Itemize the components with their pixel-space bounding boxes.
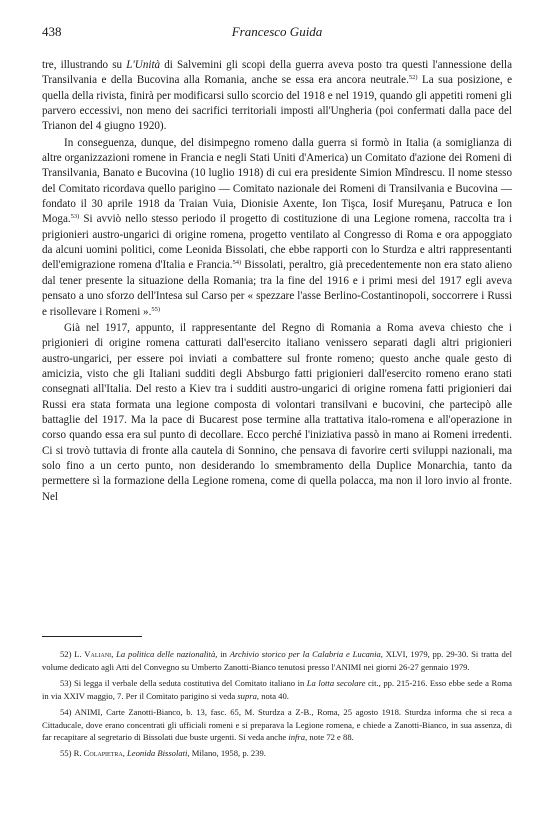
text-run: In conseguenza, dunque, del disimpegno romeno dalla guerra si formò in Italia (a somiglianza di altre organizzazioni romene in Francia e negli Stati Uniti d'America) un Comitato d'azione dei Romeni di Transilvania, Banato e Bucovina (10 luglio 1918) di cui era presidente Simion Mîndrescu. Il nome stesso del Comitato ricordava quello parigino — Comitato nazionale dei Romeni di Transilvania e Bucovina — fondato il 30 aprile 1918 da Traian Vuia, Dionisie Axente, Ion Tişca, Iosif Mureşanu, Patruca e Ion Moga. <box>42 136 512 226</box>
footnote-ref: 52) <box>408 74 418 82</box>
paragraph <box>42 58 512 135</box>
text-run: Si avviò nello stesso periodo il progetto di costituzione di una Legione romena, raccolta tra i prigionieri austro-ungarici di origine romena, progetto ventilato al Congresso di Roma e ora appoggiato da alcuni uomini politici, come Leonida Bissolati, che ebbe rapporti con lo Sturdza e altri rappresentanti dell'emigrazione romena d'Italia e Francia. <box>42 213 512 272</box>
page-header <box>42 24 512 42</box>
footnote <box>42 706 512 745</box>
footnote-ref: 53) <box>70 213 80 221</box>
footnote <box>42 677 512 703</box>
text-run: , <box>122 748 128 759</box>
main-text <box>42 58 512 505</box>
footnote <box>42 747 512 760</box>
text-run: di Salvemini gli scopi della guerra aveva posto tra questi l'annessione della Transilvania e della Bucovina alla Romania, anche se essa era ancora neutrale. <box>42 59 512 87</box>
text-run: Già nel 1917, appunto, il rappresentante del Regno di Romania a Roma aveva chiesto che i prigionieri di origine romena catturati dall'esercito italiano venissero separati dagli altri prigionieri austro-ungarici, per essere poi inviati a combattere sul fronte romeno; questo anche quale gesto di amicizia, visto che gli Italiani sudditi degli Absburgo fatti prigionieri dall'esercito romeno erano stati consegnati all'Italia. Del resto a Kiev tra i sudditi austro-ungarici di origine romena fatti prigionieri dai Russi era stata formata una legione composta di volontari transilvani e bucovini, che partecipò alle battaglie del 1917. Ma la pace di Bucarest pose termine alla trattativa italo-romena e all'operazione in corso quando essa era sul punto di decollare. Ecco perché l'iniziativa passò in mano ai Romeni irredenti. Ci si trovò tuttavia di fronte alla cautela di Sonnino, che pensava di favorire certi sviluppi nazionali, ma solo fino a un certo punto, non desiderando lo smembramento della Duplice Monarchia, tanto da permettere sì la formazione della Legione romena, come di quella polacca, ma non il loro invio al fronte. Nel <box>42 321 512 503</box>
text-run: , nota 40. <box>256 690 289 701</box>
page-number: 438 <box>42 24 62 39</box>
text-run: L. Valiani <box>74 649 112 659</box>
text-run: cit., pp. 215-216. Esso ebbe sede a Roma in via XXIV maggio, 7. Per il Comitato parigino si veda <box>42 677 512 701</box>
text-run: , in <box>215 649 230 659</box>
footnote-divider <box>42 636 142 637</box>
footnote-ref: 54) <box>232 259 242 267</box>
text-run: La sua posizione, e quella della rivista, finirà per modificarsi sullo scorcio del 1918 e nel 1919, quando gli appetiti romeni gli parvero eccessivi, non meno dei sacrifici territoriali imposti all'Ungheria (poi confermati dalla pace del Trianon del 4 giugno 1920). <box>42 74 513 133</box>
text-run: Bissolati, peraltro, già precedentemente non era stato alieno dal tener presente la situazione della Romania; tra la fine del 1916 e i primi mesi del 1917 egli aveva pensato a uno sforzo dell'Intesa sul Carso per « spezzare l'asse Berlino-Costantinopoli, soccorrere i Russi e risollevare i Romeni ». <box>42 259 512 318</box>
text-run: 53) Si legga il verbale della seduta costitutiva del Comitato italiano in <box>60 677 307 688</box>
running-title: Francesco Guida <box>231 24 323 39</box>
text-run: Leonida Bissolati <box>127 748 188 759</box>
paragraph <box>42 136 512 320</box>
text-run: , Milano, 1958, p. 239. <box>187 748 266 759</box>
paragraph <box>42 321 512 505</box>
text-run: 52) <box>60 649 75 659</box>
text-run: La lotta secolare <box>306 677 366 688</box>
text-run: L'Unità <box>126 59 161 71</box>
text-run: supra <box>237 690 257 701</box>
text-run: , XLVI, 1979, pp. 29-30. Si tratta del volume dedicato agli Atti del Convegno su Umberto Zanotti-Bianco tenutosi presso l'ANIMI nei giorni 26-27 gennaio 1979. <box>42 649 513 672</box>
text-run: , note 72 e 88. <box>305 732 354 743</box>
text-run: tre, illustrando su <box>42 59 127 71</box>
footnote <box>42 648 512 674</box>
text-run: , <box>111 649 117 659</box>
text-run: 55) R. <box>60 748 84 759</box>
footnotes <box>42 648 512 760</box>
text-run: Archivio storico per la Calabria e Lucania <box>229 649 381 659</box>
footnote-ref: 55) <box>151 305 161 313</box>
text-run: infra <box>288 732 306 743</box>
text-run: La politica delle nazionalità <box>116 649 216 659</box>
text-run: Colapietra <box>83 748 123 759</box>
text-run: 54) ANIMI, Carte Zanotti-Bianco, b. 13, fasc. 65, M. Sturdza a Z-B., Roma, 25 agosto 1918. Sturdza informa che si reca a Cittaducale, dove erano concentrati gli ufficiali romeni e si preparava la Legione romena, e chiede a Zanotti-Bianco, in sua assenza, di far recapitare al segretario di Bissolati due buste urgenti. Si veda anche <box>42 706 512 743</box>
